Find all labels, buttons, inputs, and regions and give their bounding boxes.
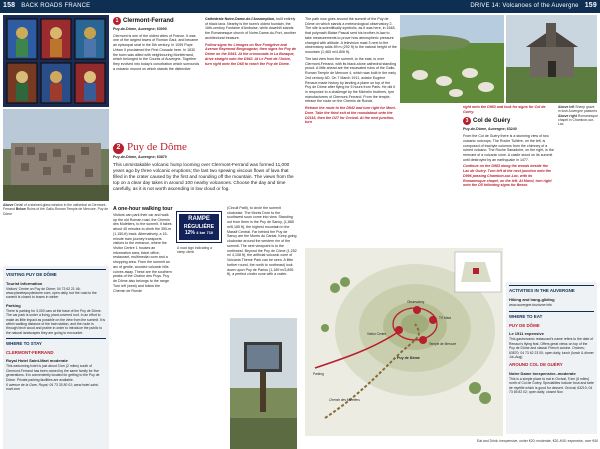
- sidebar-region: PUY DE DÔME: [509, 322, 540, 328]
- sidebar-text: There is parking for 3,000 cars at the base of the Puy de Dôme. The car park is under a living, plant-covered roof. In an effort to make as little impact as possible on the view from the summit. It is within walking distance of the train station, and the route is through birch wood and prairie in order to introduce the public to the natural landscapes they are going to encounter.: [6, 308, 106, 335]
- map-label: Parking: [313, 372, 324, 376]
- sidebar-heading: VISITING PUY DE DÔME: [6, 269, 106, 278]
- temple-ruins-photo: [3, 109, 109, 201]
- stop-puy-de-dome: [113, 140, 297, 192]
- hotel-name: Royal Hotel Saint-Mart moderate: [6, 358, 68, 364]
- map-label: Visitor Centre: [367, 332, 387, 336]
- walking-tour-heading: A one-hour walking tour: [113, 206, 173, 212]
- restaurant-name: Notre Dame inexpensive–moderate: [509, 370, 576, 376]
- walking-tour-col1: [113, 206, 173, 295]
- sidebar-text: Visitors' Centre on Puy de Dôme; 04 73 62 21 46; www.planetepuydedome.com; open daily, but the road to the summit is closed to buses in winter: [6, 286, 97, 300]
- sidebar-text: This welcoming hotel is just about 3 km (2 miles) south of Clermont-Ferrand has been owned by the same family for five generations. It is conveniently located for getting to the Puy de Dôme. Private parking facilities are available.: [6, 364, 100, 382]
- hotel-contact: 6 avenue de la Gare, Royat; 04 73 35 80 01; www.hotel-saint-mart.com: [6, 382, 99, 392]
- stop-col-de-guery: [463, 105, 555, 190]
- sidebar-text: This gastronomic restaurant's name refers to the date of Renaux's flying feat. Offers great views on top of the Puy de Dôme and classic French cuisine. Orcines; 63870; 04 73 62 23 00; open daily, lunch (lunch & dinner Jul–Aug): [509, 337, 594, 359]
- left-header-bar: [0, 0, 300, 13]
- right-photo-caption: Above left Sheep graze in lush Auvergne pastures Above right Romanesque chapel in Chambon-sur-Lac: [558, 105, 598, 126]
- puy-de-dome-walk-cont: [305, 17, 397, 127]
- stop-lead-text: This unmistakable volcanic hump looming over Clermont-Ferrand was formed 11,000 years ago by three volcanic eruptions; the last two spewing viscous flows of lava that filled in the crater caused by the first and rounding off the mountain. The views from the top on a clear day takes in around 100 nearby volcanoes. Choose the day and time carefully, as it is not worth ascending in low cloud or fog.: [113, 162, 294, 192]
- sidebar-link[interactable]: www.auvergne-tourisme.info: [509, 302, 552, 307]
- left-info-sidebar: [3, 266, 109, 449]
- stained-glass-photo: [3, 15, 109, 107]
- walking-tour-text: (Circuit Patti), to circle the summit clockwise. The Monts Dore to the southwest soon come into view. Standing out from them is the Puy de Sancy, (1,885 m/6,185 ft), the highest mountain in the Massif Central. Far behind the Puy de Sancy are the Monts du Cantal. Keep going clockwise around the western rim of the summit. The next viewpoint is to the northwest. Beyond the Puy de Côme (1,252 m/ 4,108 ft), the artificial volcanic cone of Vulcania Theme Park can be seen. A little further round, the north to northeast) look down upon Puy de Pariou (1,189 m/3,895 ft), a perfect cinder cone with a crater.: [227, 206, 297, 277]
- stop-number-badge: 3: [463, 117, 471, 125]
- stop-number-badge: 2: [113, 143, 124, 154]
- stop-text: built entirely of black lava. Nearby is the town's oldest fountain, the 16th-century Fontaine d'Amboise, while downhill stands the Romanesque church of Notre-Dame-du-Port, another architectural treasure.: [205, 17, 296, 40]
- sidebar-heading: ACTIVITIES IN THE AUVERGNE: [509, 285, 594, 294]
- romanesque-chapel-photo: [506, 15, 597, 103]
- walking-tour-text: The last view from the summit, to the east, is over Clermont-Ferrand, with its black-stone cathedral standing proud. A little ahead are the excavated ruins of the Gallo-Roman Temple de Mercure 4, which was built in the early 2nd century AD. On 7 March 1911, aviator Eugène Renaux made history by landing a plane on top of the Puy de Dôme after flying for 5 hours from Paris. He did it in response to a challenge by the Michelin brothers, tyre manufacturers of Clermont-Ferrand. From the temple, retrace the route on the Chemin de Ronde.: [305, 56, 397, 104]
- sidebar-text: This is a simple place to eat in Orcival, 9 km (6 miles) north of Col de Guéry. Specialities include trout and tarte de myrtille which is good for dessert. Orcival; 63210; 04 73 65 82 02; open daily; closed Nov: [509, 376, 594, 395]
- sidebar-subheading: Hiking and hang-gliding: [509, 296, 555, 302]
- map-label: Puy de Dôme: [397, 356, 420, 360]
- driving-directions: Follow signs for Limoges on Rue Fontgiève and Avenue Raymond Bergougnan, then signs for Puy de Dôme on the D941. At the crossroads in La Baraque, drive straight onto the D942. At Le Pont de l'Arbre, turn right onto the D68 to reach the Puy de Dôme.: [205, 42, 297, 66]
- map-label: TV Mast: [439, 316, 451, 320]
- right-info-sidebar: [506, 282, 597, 434]
- stop-title: Puy de Dôme: [127, 141, 187, 153]
- rampe-road-sign: RAMPE RÉGULIÈRE 12% 4 km 710: [177, 212, 221, 242]
- sidebar-region: AROUND COL DE GUÉRY: [509, 362, 563, 368]
- sidebar-heading: WHERE TO STAY: [6, 338, 106, 347]
- sidebar-region: CLERMONT-FERRAND: [6, 349, 54, 355]
- price-footer: Eat and Drink: inexpensive, under €20; moderate, €20–€40; expensive, over €40: [476, 439, 598, 443]
- map-label: Observatory: [407, 300, 425, 304]
- walking-tour-text: Visitors can park their car and walk up the old Roman road, the Chemin des Muletiers, to the summit. It takes about 45 minutes to climb the 350-m (1,150-ft) track. Alternatively, a 15-minute train journey transports visitors to the entrance, where the Visitor Centre 1 houses an information area, ticket office, restaurant, multimedia room and a shopping area. From the summit an arc of gentle, wooded volcanic hills curves away. These are the southern peaks of the Chaîne des Puys. Puy de Dôme also belongs to the range. Turn left (west) and follow the Chemin de Ronde: [113, 212, 172, 293]
- stop-text: From the Col de Guéry there is a stunning view of two volcanic outcrops. The Roche Tuilière, on the left, is composed of trachyte columns from the chimney of a ruined volcano. The Roche Sanadoire, on the right, is the remnant of a volcanic cone. A castle stood on its summit until destroyed by an earthquake in 1477.: [463, 134, 554, 162]
- sidebar-subheading: Parking: [6, 302, 21, 308]
- summit-signboard-photo: [230, 318, 297, 449]
- cathedral-name: Cathédrale Notre-Dame-de-l'Assomption,: [205, 17, 276, 21]
- stop-location: Puy-de-Dôme, Auvergne; 63000: [113, 26, 167, 31]
- sheep-pasture-photo: [400, 15, 504, 103]
- road-sign-caption: A road sign indicating a steep climb: [177, 246, 213, 255]
- left-photo-caption: Above Detail of a stained-glass window in the cathedral at Clermont-Ferrand Below Ruins of the Gallo-Roman Temple de Mercure, Puy de Dôme: [3, 203, 109, 216]
- right-header-bar: [300, 0, 600, 13]
- right-section-title: DRIVE 14: Volcanoes of the Auvergne: [470, 2, 579, 9]
- stop-location: Puy-de-Dôme, Auvergne; 63870: [113, 155, 167, 160]
- stop-location: Puy-de-Dôme, Auvergne; 63240: [463, 127, 517, 132]
- driving-directions: Continue on the D983 along the woods beside the Lac de Guéry. Turn left at the next junction onto the D996 passing Chambon-sur-Lac, with its Romanesque chapel, on the left. At Murol, turn right onto the D5 following signs for Besse.: [463, 164, 552, 188]
- puy-de-dome-walk-map: [305, 248, 503, 436]
- right-page-number: 159: [584, 2, 597, 10]
- stop-number-badge: 1: [113, 17, 121, 25]
- stop-title: Clermont-Ferrand: [123, 17, 174, 24]
- walking-tour-text: The path now goes around the summit of the Puy de Dôme on which stands a meteorological observatory 2. The site is scientifically symbolic, as it was here, in 1648, that polymath Blaise Pascal sent his brother-in-law to take measurements to prove how atmospheric pressure changed with altitude. A television mast 3 next to the observatory adds 89 m (292 ft) to the natural height of the mountain (1,465 m/4,806 ft).: [305, 17, 397, 55]
- sidebar-heading: WHERE TO EAT: [509, 311, 594, 320]
- right-page: [300, 0, 600, 449]
- map-label: Chemin des Muletiers: [329, 398, 360, 402]
- driving-directions: Retrace the route to the D942 and turn right for Mont-Dore. Take the third exit at the roundabout onto the D2116, then the D27 for Orcival. At the next junction, turn: [305, 106, 396, 125]
- stop-title: Col de Guéry: [473, 118, 511, 125]
- left-section-title: BACK ROADS FRANCE: [21, 2, 91, 9]
- map-label: Temple de Mercure: [429, 342, 457, 346]
- stop-clermont-ferrand: [113, 17, 201, 73]
- left-page-number: 158: [3, 2, 16, 10]
- sidebar-subheading: Tourist Information: [6, 280, 43, 286]
- driving-directions: right onto the D983 and look for signs for Col de Guéry.: [463, 105, 546, 114]
- walking-tour-col2: [227, 206, 297, 279]
- stop-text: Clermont is one of the oldest cities of France. It was one of the largest towns of Roman Gaul, and became an episcopal seat in the 5th century. In 1095 Pope Urban II proclaimed the First Crusade here. In 1630 the town was allied with neighbouring Montferrand, which belonged to the Counts of Auvergne. Together they evolved into today's conurbation which surrounds a volcanic mound on which stands the distinctive: [113, 33, 200, 71]
- restaurant-name: Le 1911 expensive: [509, 331, 544, 337]
- stop-clermont-ferrand-cont: [205, 17, 297, 68]
